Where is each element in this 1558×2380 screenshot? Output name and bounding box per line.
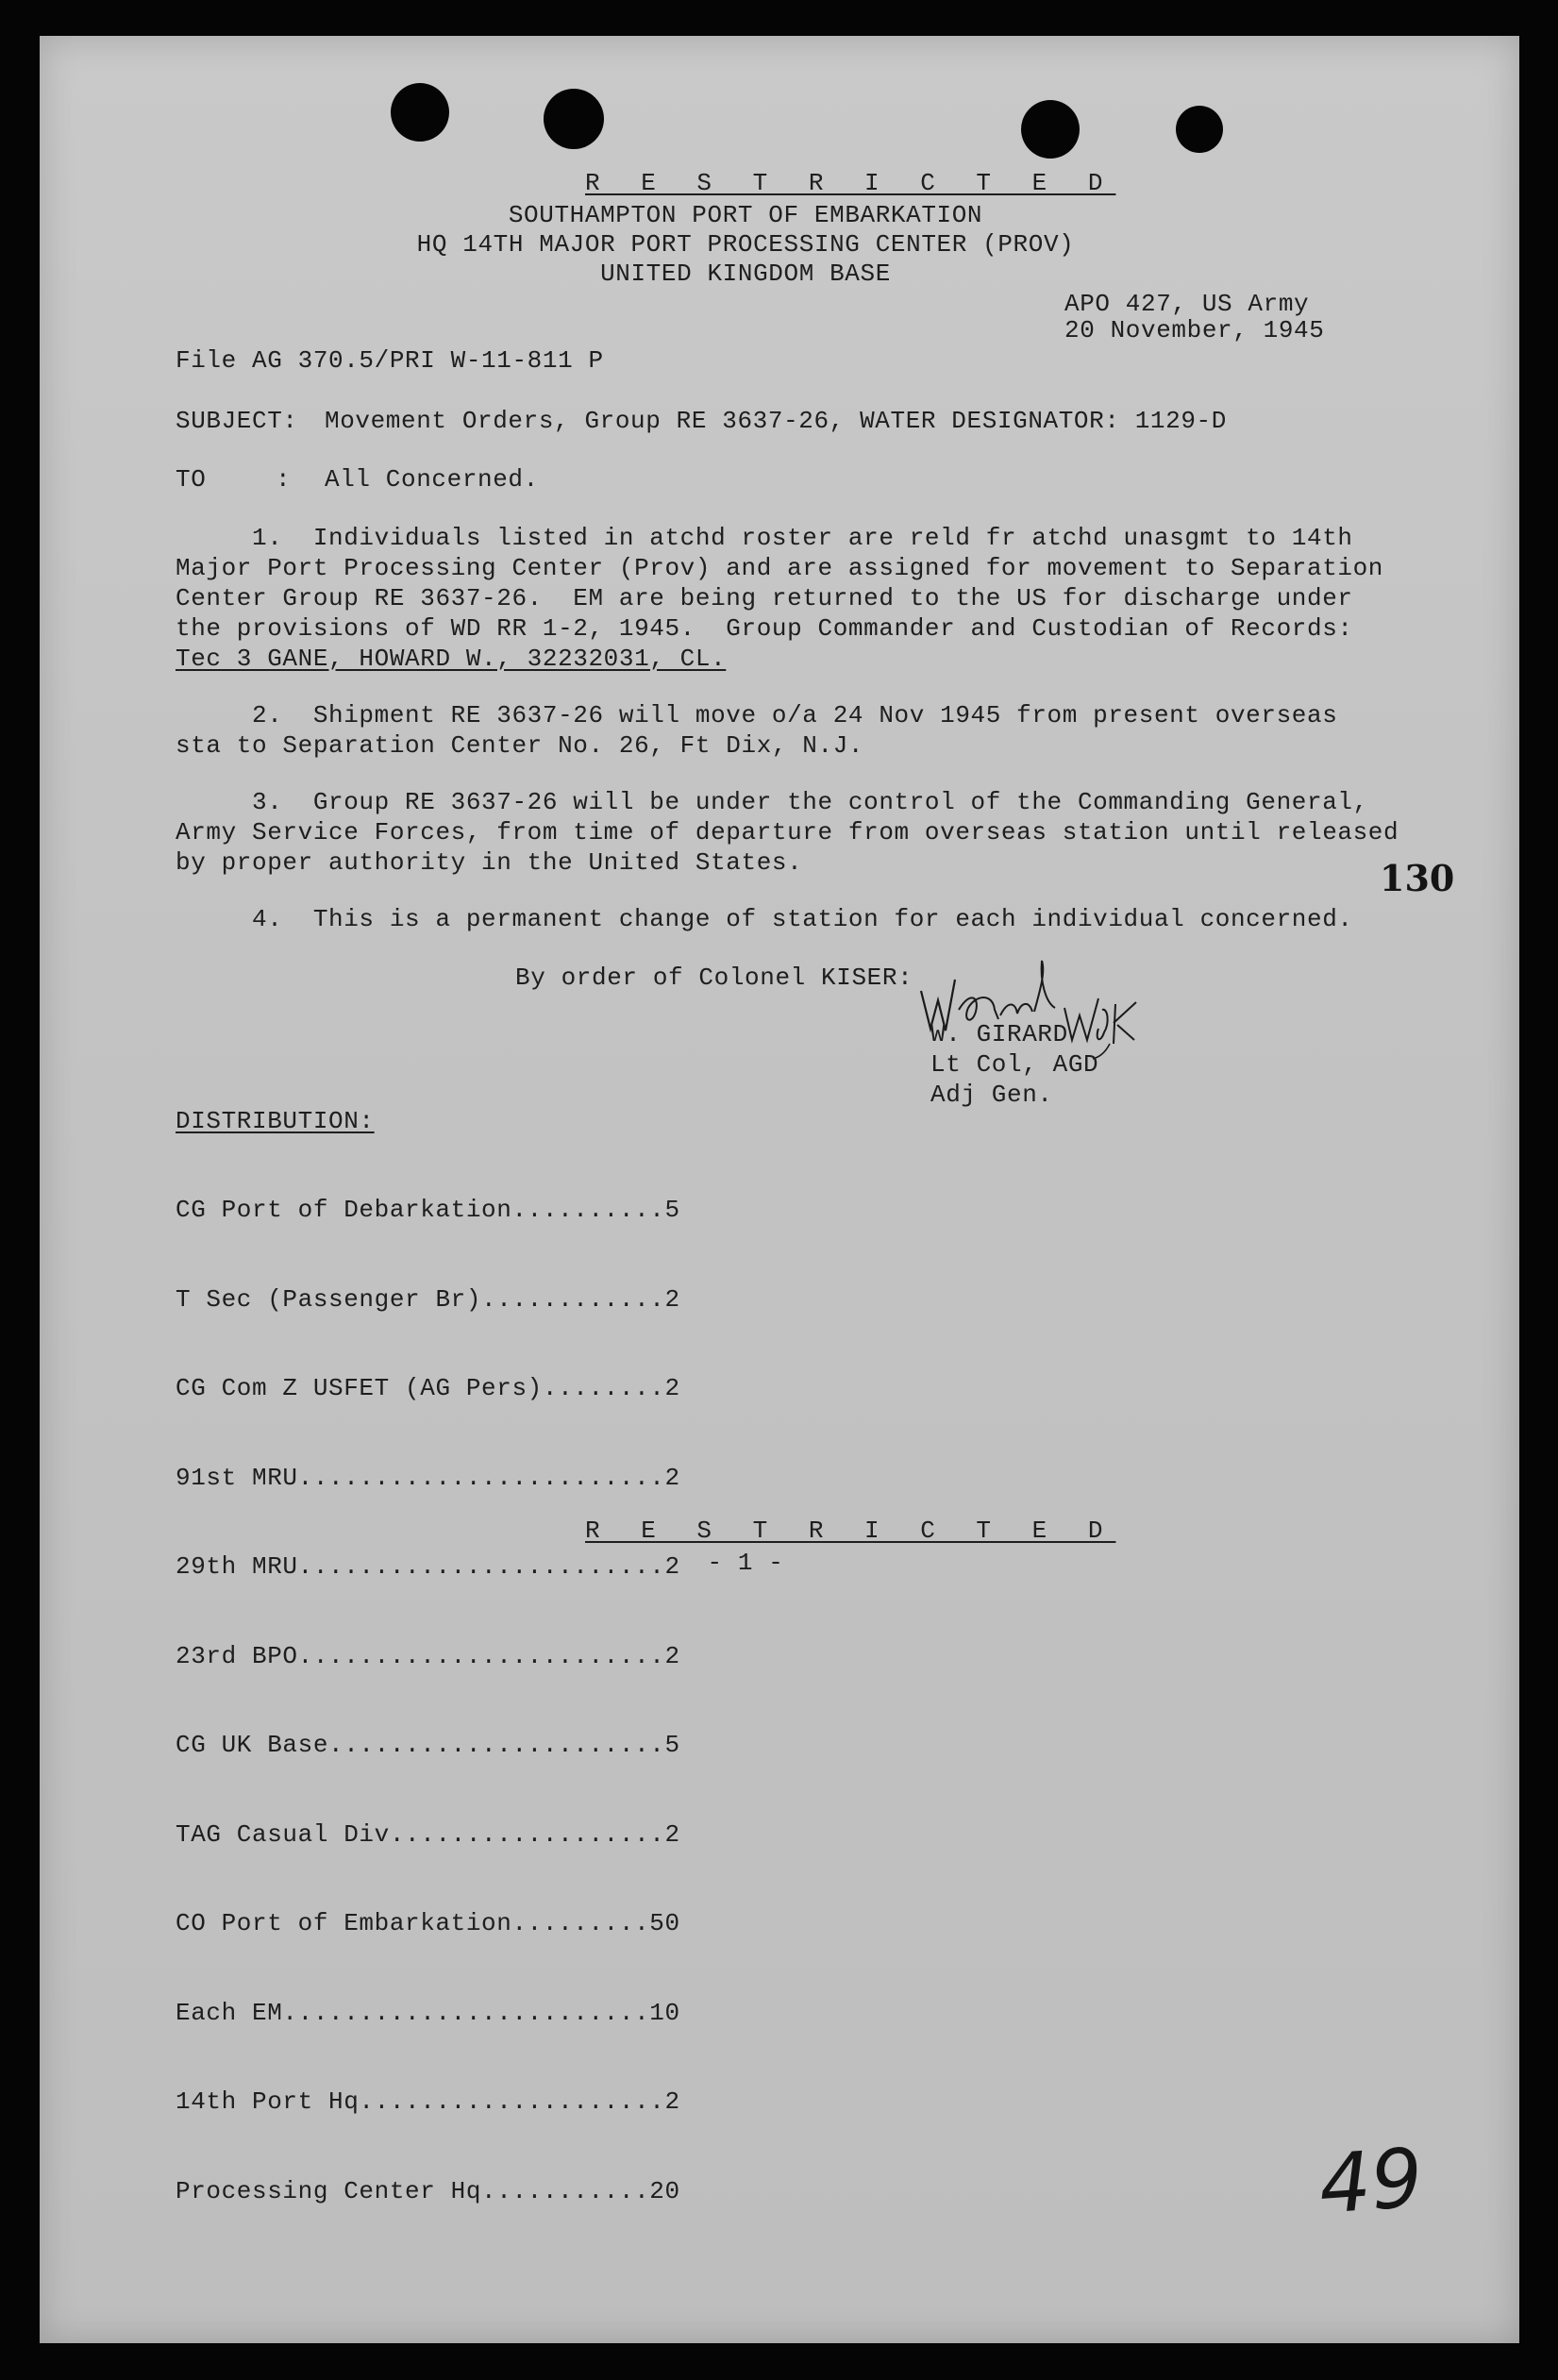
punch-hole-1 xyxy=(391,83,449,142)
distribution-item: 91st MRU........................2 xyxy=(176,1463,680,1492)
distribution-item: TAG Casual Div..................2 xyxy=(176,1819,680,1849)
page-mark-130: 130 xyxy=(1380,857,1455,899)
distribution-item: Each EM........................10 xyxy=(176,1998,680,2027)
to-label: TO xyxy=(176,465,207,494)
header-line-2: HQ 14TH MAJOR PORT PROCESSING CENTER (PROV) xyxy=(416,230,1075,259)
distribution-item: 29th MRU........................2 xyxy=(176,1552,680,1581)
paragraph-3: 3. Group RE 3637-26 will be under the control of the Commanding General, Army Service Forces, from time of departure from overseas station until released by proper authority in the United States. xyxy=(176,788,1399,877)
to-separator: : xyxy=(276,465,292,494)
header-classification: R E S T R I C T E D xyxy=(585,169,1116,197)
paragraph-4: 4. This is a permanent change of station for each individual concerned. xyxy=(176,905,1353,933)
custodian-of-records: Tec 3 GANE, HOWARD W., 32232031, CL. xyxy=(176,645,727,673)
distribution-item: 14th Port Hq....................2 xyxy=(176,2087,680,2116)
header-line-1: SOUTHAMPTON PORT OF EMBARKATION xyxy=(508,201,983,229)
paragraph-1: 1. Individuals listed in atchd roster are reld fr atchd unasgmt to 14th Major Port Processing Center (Prov) and are assigned for movement to Separation Center Group RE 3637-26. EM are being returned to the US for discharge under the provisions of WD RR 1-2, 1945. Group Commander and Custodian of Records: xyxy=(176,524,1383,643)
signer-rank: Lt Col, AGD xyxy=(930,1050,1099,1079)
date-line: 20 November, 1945 xyxy=(1064,316,1325,344)
distribution-item: T Sec (Passenger Br)............2 xyxy=(176,1284,680,1314)
handwritten-folio-number: 49 xyxy=(1315,2131,1426,2233)
distribution-list xyxy=(176,1136,680,2237)
punch-hole-3 xyxy=(1021,100,1080,159)
distribution-heading: DISTRIBUTION: xyxy=(176,1107,375,1135)
distribution-item: 23rd BPO........................2 xyxy=(176,1641,680,1670)
distribution-item: CG Port of Debarkation..........5 xyxy=(176,1196,680,1224)
order-line: By order of Colonel KISER: xyxy=(515,964,913,992)
distribution-item: CG UK Base......................5 xyxy=(176,1731,680,1759)
punch-hole-2 xyxy=(544,89,604,149)
footer-classification: R E S T R I C T E D xyxy=(585,1517,1116,1545)
distribution-item: CG Com Z USFET (AG Pers)........2 xyxy=(176,1374,680,1402)
apo-line: APO 427, US Army xyxy=(1064,290,1310,318)
punch-hole-4 xyxy=(1176,106,1223,153)
paragraph-2: 2. Shipment RE 3637-26 will move o/a 24 Nov 1945 from present overseas sta to Separation Center No. 26, Ft Dix, N.J. xyxy=(176,701,1338,760)
to-text: All Concerned. xyxy=(325,465,539,494)
distribution-item: Processing Center Hq...........20 xyxy=(176,2176,680,2205)
subject-text: Movement Orders, Group RE 3637-26, WATER DESIGNATOR: 1129-D xyxy=(325,407,1227,435)
file-reference: File AG 370.5/PRI W-11-811 P xyxy=(176,346,604,375)
subject-label: SUBJECT: xyxy=(176,407,298,435)
signer-name: W. GIRARD xyxy=(930,1020,1068,1048)
header-line-3: UNITED KINGDOM BASE xyxy=(600,260,891,288)
footer-page-number: - 1 - xyxy=(707,1549,784,1577)
signer-title: Adj Gen. xyxy=(930,1081,1053,1109)
distribution-item: CO Port of Embarkation.........50 xyxy=(176,1909,680,1937)
